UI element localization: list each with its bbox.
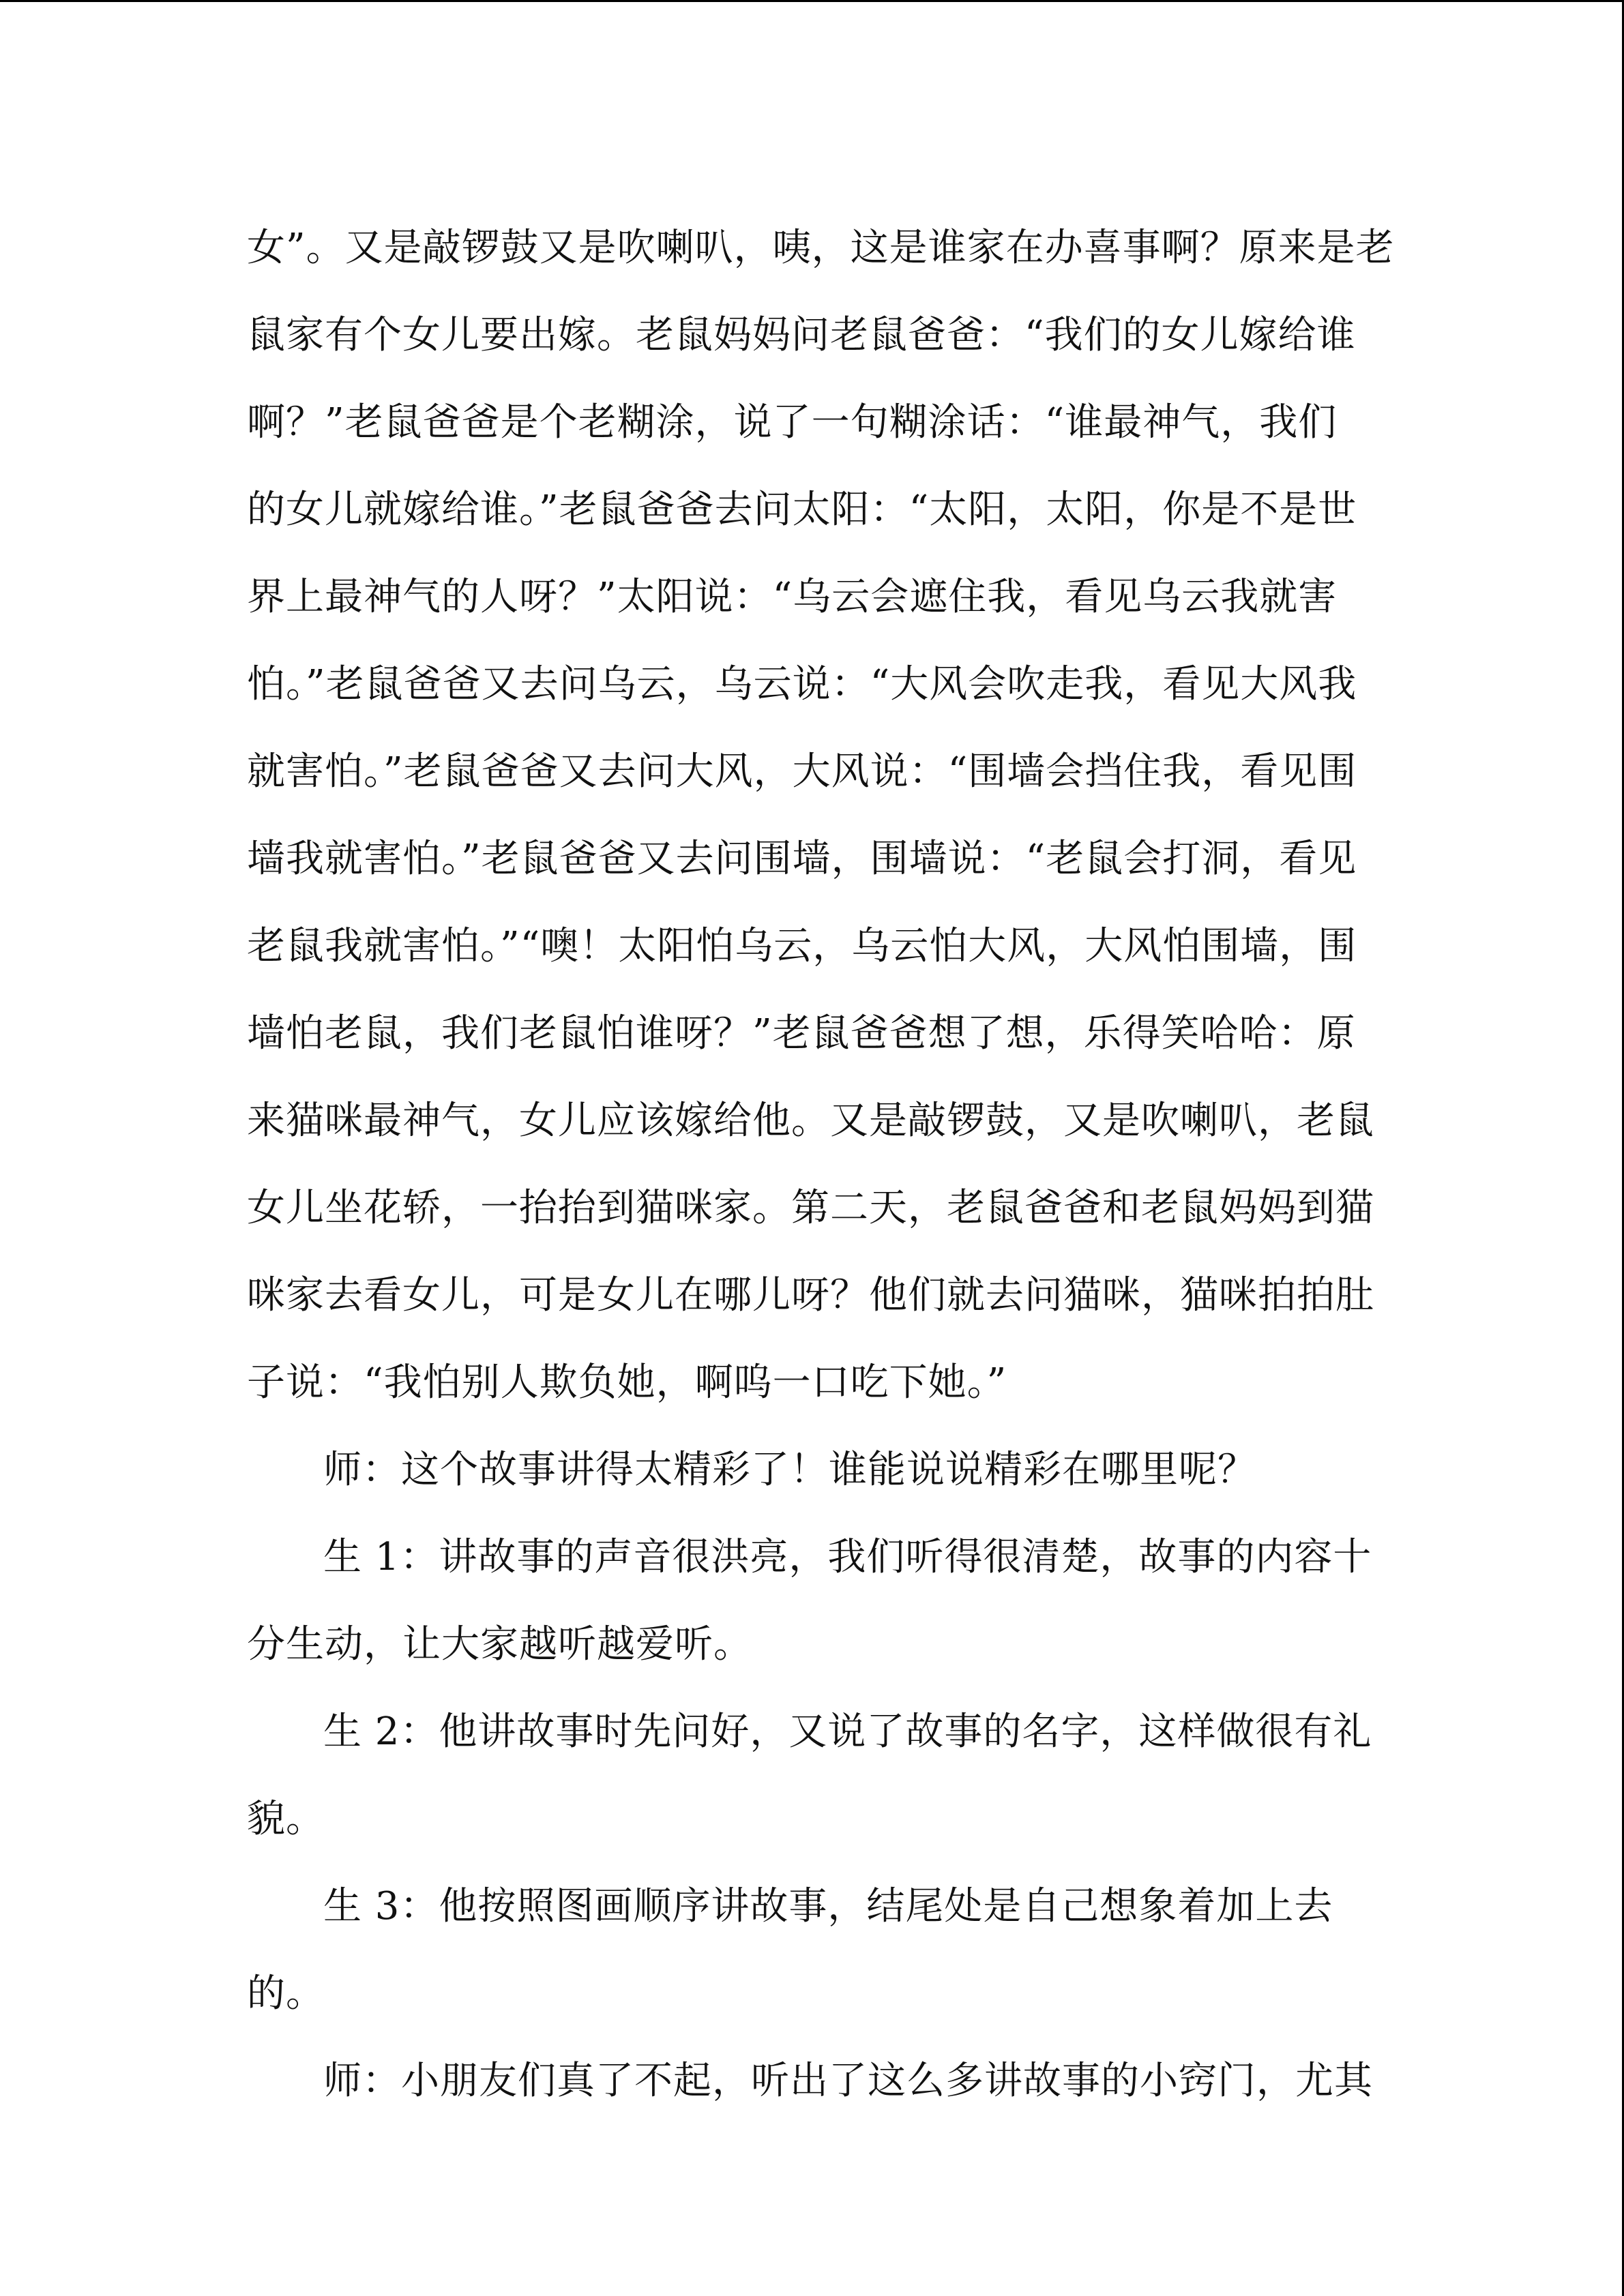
text-line-14: 子说：“我怕别人欺负她，啊呜一口吃下她。” <box>247 1360 1007 1405</box>
text-line-17: 分生动，让大家越听越爱听。 <box>247 1622 752 1667</box>
text-line-9: 老鼠我就害怕。”“噢！太阳怕乌云，乌云怕大风，大风怕围墙，围 <box>247 924 1357 968</box>
text-line-21: 的。 <box>247 1971 325 2016</box>
text-line-5: 界上最神气的人呀？”太阳说：“乌云会遮住我，看见乌云我就害 <box>247 575 1338 619</box>
text-line-19: 貌。 <box>247 1797 325 1841</box>
text-line-22: 师：小朋友们真了不起，听出了这么多讲故事的小窍门，尤其 <box>323 2059 1373 2103</box>
text-line-20: 生 3：他按照图画顺序讲故事，结尾处是自己想象着加上去 <box>323 1884 1333 1928</box>
text-line-10: 墙怕老鼠，我们老鼠怕谁呀？”老鼠爸爸想了想，乐得笑哈哈：原 <box>247 1011 1356 1056</box>
text-line-2: 鼠家有个女儿要出嫁。老鼠妈妈问老鼠爸爸：“我们的女儿嫁给谁 <box>247 313 1356 357</box>
text-line-16: 生 1：讲故事的声音很洪亮，我们听得很清楚，故事的内容十 <box>323 1535 1372 1579</box>
text-line-1: 女”。又是敲锣鼓又是吹喇叭，咦，这是谁家在办喜事啊？原来是老 <box>247 226 1395 270</box>
text-line-13: 咪家去看女儿，可是女儿在哪儿呀？他们就去问猫咪，猫咪拍拍肚 <box>247 1273 1374 1317</box>
document-body <box>247 205 1395 2125</box>
text-line-4: 的女儿就嫁给谁。”老鼠爸爸去问太阳：“太阳，太阳，你是不是世 <box>247 488 1357 532</box>
text-line-8: 墙我就害怕。”老鼠爸爸又去问围墙，围墙说：“老鼠会打洞，看见 <box>247 837 1357 881</box>
page-top-border <box>0 0 1624 2</box>
text-line-6: 怕。”老鼠爸爸又去问乌云，乌云说：“大风会吹走我，看见大风我 <box>247 662 1357 706</box>
text-line-15: 师：这个故事讲得太精彩了！谁能说说精彩在哪里呢？ <box>323 1448 1256 1492</box>
text-line-18: 生 2：他讲故事时先问好，又说了故事的名字，这样做很有礼 <box>323 1710 1372 1754</box>
text-line-3: 啊？”老鼠爸爸是个老糊涂，说了一句糊涂话：“谁最神气，我们 <box>247 400 1338 445</box>
text-line-12: 女儿坐花轿，一抬抬到猫咪家。第二天，老鼠爸爸和老鼠妈妈到猫 <box>247 1186 1374 1230</box>
text-line-11: 来猫咪最神气，女儿应该嫁给他。又是敲锣鼓，又是吹喇叭，老鼠 <box>247 1099 1374 1143</box>
text-line-7: 就害怕。”老鼠爸爸又去问大风，大风说：“围墙会挡住我，看见围 <box>247 749 1357 794</box>
